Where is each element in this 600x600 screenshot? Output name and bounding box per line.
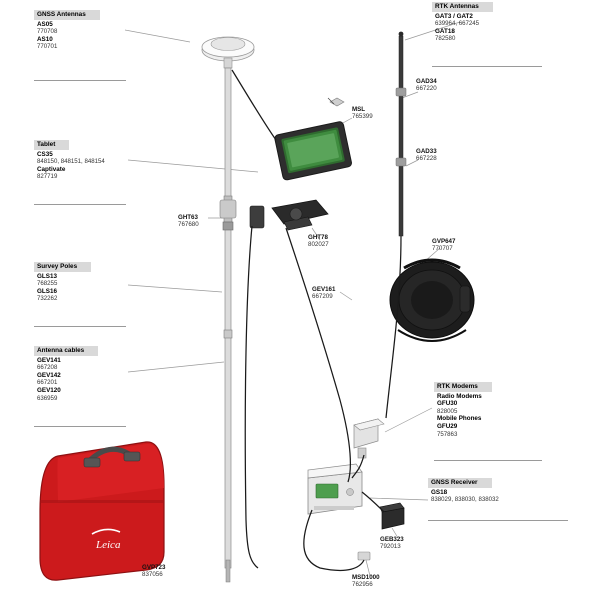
label-number: 762956 [352,581,373,589]
label-ght78 [308,234,329,249]
label-ght63 [178,214,199,229]
label-number: 765399 [352,113,373,121]
callout-header: GNSS Antennas [34,10,100,20]
label-name: GAD34 [416,78,437,85]
callout-rtk-antennas [432,2,493,43]
transport-case-graphic [40,442,164,580]
callout-header: RTK Antennas [432,2,493,12]
callout-gnss-receiver [428,478,499,504]
rtk-antenna-graphic [396,32,406,236]
item-number: 732262 [37,295,58,303]
callout-underline [34,426,126,427]
msl-graphic [328,98,344,106]
item-name: GFU29 [437,422,458,430]
callout-header: RTK Modems [434,382,492,392]
label-gvp723 [142,564,165,579]
item-number: 667201 [37,379,58,387]
item-number: 770701 [37,43,58,51]
label-name: GAD33 [416,148,437,155]
label-msl [352,106,373,121]
item-number: 757863 [437,430,458,438]
callout-rtk-modems [434,382,492,438]
item-number: 768255 [37,280,58,288]
gnss-antenna-graphic [202,37,254,68]
survey-pole-graphic [223,68,233,582]
callout-underline [34,204,126,205]
label-name: GVP723 [142,564,166,571]
item-number: 770708 [37,28,58,36]
callout-items [432,13,493,43]
label-number: 770707 [432,245,453,253]
item-name: GEV141 [37,356,61,364]
svg-text:Leica: Leica [96,539,121,551]
callout-items [34,151,105,181]
carry-bag-graphic [390,260,474,341]
item-number: 636959 [37,394,58,402]
item-name: AS05 [37,20,53,28]
callout-items [34,21,100,51]
radio-modem-graphic [354,419,384,458]
callout-underline [34,80,126,81]
item-name: GLS13 [37,272,57,280]
item-number: 848150, 848151, 848154 [37,158,105,166]
item-name: Radio Modems [437,392,482,400]
label-number: 667209 [312,293,333,301]
label-name: GHT63 [178,214,198,221]
callout-survey-poles [34,262,91,303]
msd1000-graphic [358,552,370,560]
label-msd1000 [352,574,380,589]
item-number: 828005 [437,407,458,415]
tablet-graphic [274,121,352,181]
label-gev161 [312,286,335,301]
label-geb323 [380,536,404,551]
item-name: GEV120 [37,386,61,394]
label-name: MSD1000 [352,574,380,581]
item-number: 827719 [37,173,58,181]
label-gad34 [416,78,437,93]
callout-underline [34,326,126,327]
callout-header: Tablet [34,140,69,150]
item-name: AS10 [37,35,53,43]
callout-header: Antenna cables [34,346,98,356]
item-name: GFU30 [437,400,458,408]
battery-graphic [380,503,404,529]
item-name: Captivate [37,165,66,173]
item-name: GEV142 [37,371,61,379]
tablet-holder-graphic [250,200,328,230]
callout-items [34,273,91,303]
callout-underline [432,66,542,67]
callout-items [428,489,499,504]
callout-items [434,393,492,439]
label-gvp647 [432,238,455,253]
label-name: GEV161 [312,286,336,293]
callout-antenna-cables [34,346,98,402]
callout-header: GNSS Receiver [428,478,492,488]
item-number: 639964, 667245 [435,20,480,28]
callout-header: Survey Poles [34,262,91,272]
item-name: GAT18 [435,27,455,35]
label-number: 802027 [308,241,329,249]
label-number: 792013 [380,543,401,551]
gnss-receiver-graphic [308,464,362,514]
label-name: MSL [352,106,366,113]
item-number: 782580 [435,35,456,43]
label-name: GEB323 [380,536,404,543]
label-number: 667228 [416,155,437,163]
item-number: 667208 [37,364,58,372]
item-number: 838029, 838030, 838032 [431,496,499,504]
callout-items [34,357,98,403]
label-number: 667220 [416,85,437,93]
label-number: 837056 [142,571,163,579]
item-name: GAT3 / GAT2 [435,12,473,20]
callout-underline [428,520,568,521]
item-name: Mobile Phones [437,415,482,423]
callout-tablet [34,140,105,181]
ght63-clamp-graphic [220,200,236,218]
item-name: GS18 [431,488,448,496]
item-name: CS35 [37,150,53,158]
label-name: GVP647 [432,238,456,245]
callout-gnss-antennas [34,10,100,51]
label-number: 767680 [178,221,199,229]
callout-underline [434,460,542,461]
label-name: GHT78 [308,234,328,241]
item-name: GLS16 [37,287,57,295]
label-gad33 [416,148,437,163]
